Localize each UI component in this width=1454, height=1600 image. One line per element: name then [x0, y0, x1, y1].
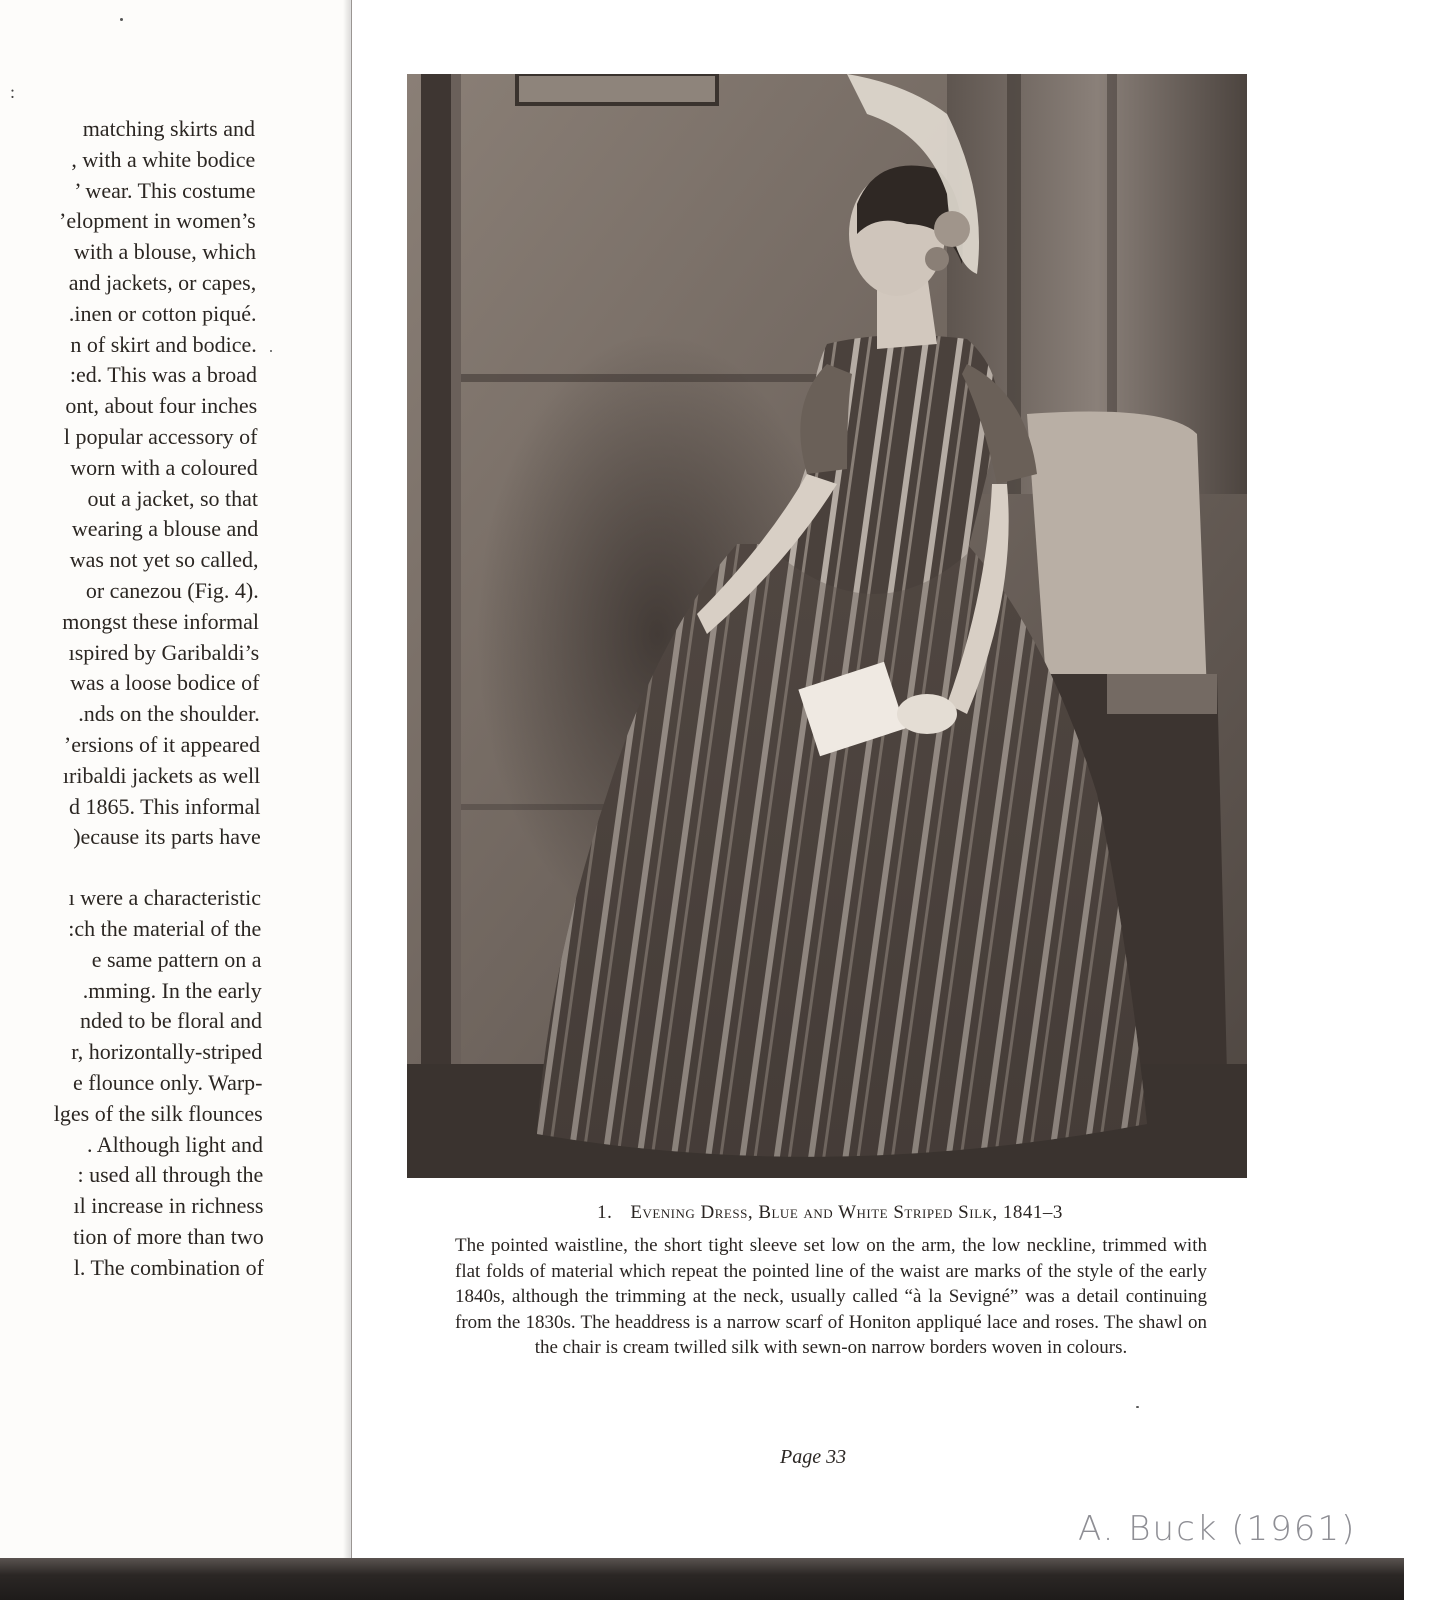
- dust-speck: [120, 18, 123, 21]
- pencil-signature: A. Buck (1961): [1078, 1509, 1357, 1549]
- page-number: Page 33: [780, 1446, 847, 1468]
- left-page-line: :ch the material of the: [68, 916, 262, 941]
- left-page-line: ıribaldi jackets as well: [62, 762, 261, 788]
- left-page-line: ont, about four inches: [65, 393, 258, 419]
- left-page-line: .inen or cotton piqué.: [68, 300, 257, 326]
- left-page-line: ’ersions of it appeared: [63, 732, 260, 757]
- left-page-line: mongst these informal: [62, 608, 259, 634]
- scanner-edge-margin: [1404, 1558, 1454, 1600]
- figure-title: [460, 1202, 1200, 1224]
- left-page-line: :ed. This was a broad: [69, 362, 257, 388]
- left-page-line: wearing a blouse and: [71, 516, 259, 542]
- left-page-line: .nds on the shoulder.: [78, 701, 260, 727]
- left-page-line: ’ wear. This costume: [74, 177, 256, 203]
- left-page-line: was a loose bodice of: [70, 670, 260, 696]
- left-page-line: ıspired by Garibaldi’s: [68, 639, 260, 665]
- left-page-line: .mming. In the early: [82, 977, 262, 1003]
- left-page-line: was not yet so called,: [69, 547, 259, 573]
- figure-caption: The pointed waistline, the short tight sleeve set low on the arm, the low neckline, trimmed with flat folds of material which repeat the pointed line of the waist are marks of the style of the early 1840s, although the trimming at the neck, usually called “à la Sevigné” was a detail continuing from the 1830s. The headdress is a narrow scarf of Honiton appliqué lace and roses. The shawl on the chair is cream twilled silk with sewn-on narrow borders woven in colours.: [455, 1235, 1207, 1359]
- left-page-line: nded to be floral and: [79, 1008, 262, 1034]
- left-page-line: n of skirt and bodice.: [70, 331, 257, 357]
- stray-mark: :: [10, 82, 16, 102]
- left-page-line: and jackets, or capes,: [68, 270, 257, 295]
- left-page-line: e same pattern on a: [91, 946, 262, 972]
- left-page-line: matching skirts and: [82, 116, 255, 141]
- left-page-line: ı were a characteristic: [68, 885, 261, 911]
- left-page-line: out a jacket, so that: [87, 485, 258, 511]
- dust-speck: [270, 350, 272, 352]
- left-page-line: r, horizontally-striped: [71, 1039, 263, 1065]
- figure-photograph: [407, 74, 1247, 1178]
- left-page-line: l popular accessory of: [63, 424, 258, 449]
- left-page-line: worn with a coloured: [70, 454, 258, 480]
- figure-number: 1.: [597, 1202, 613, 1223]
- scanner-edge: [0, 1558, 1454, 1600]
- left-page-line: ıl increase in richness: [73, 1193, 264, 1219]
- left-page-line: )ecause its parts have: [73, 824, 261, 850]
- photo-illustration: [407, 74, 1247, 1178]
- left-page-line: . Although light and: [87, 1131, 263, 1157]
- left-page-line: lges of the silk flounces: [53, 1100, 263, 1126]
- left-page-line: , with a white bodice: [71, 146, 256, 172]
- dust-speck: [1136, 1406, 1139, 1408]
- figure-title-text: Evening Dress, Blue and White Striped Silk, 1841–3: [630, 1202, 1063, 1223]
- left-page-line: or canezou (Fig. 4).: [85, 578, 259, 603]
- left-page-line: tion of more than two: [73, 1224, 264, 1249]
- left-page-line: d 1865. This informal: [69, 793, 261, 819]
- left-page-line: ’elopment in women’s: [59, 208, 256, 234]
- left-page-line: l. The combination of: [73, 1254, 264, 1280]
- left-page-line: e flounce only. Warp-: [73, 1070, 263, 1095]
- left-page: [0, 0, 350, 1558]
- left-page-line: with a blouse, which: [73, 239, 256, 265]
- left-page-line: : used all through the: [77, 1162, 264, 1188]
